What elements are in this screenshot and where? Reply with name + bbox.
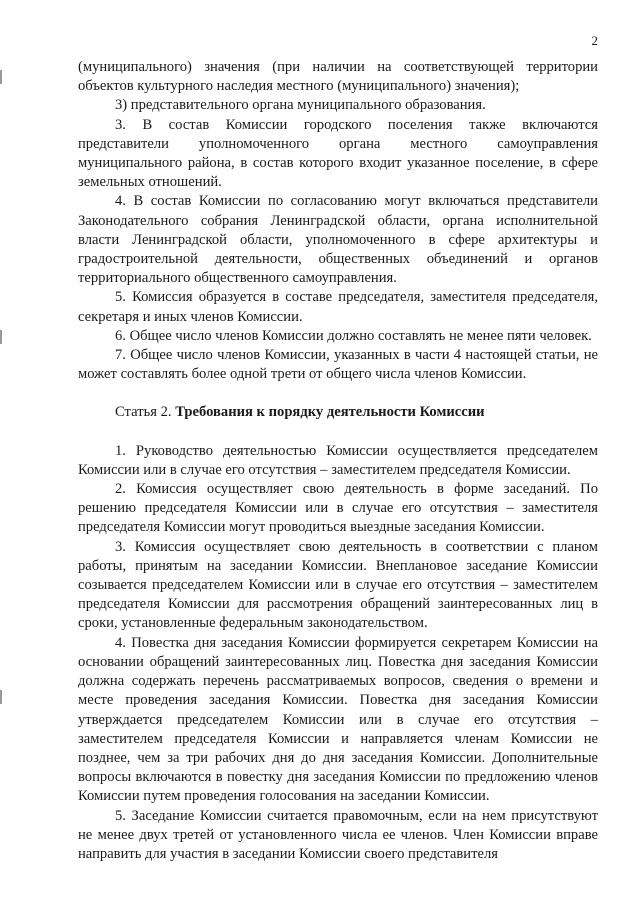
- paragraph-continuation: (муниципального) значения (при наличии на соответствующей территории объектов культурного наследия местного (муниципального) значения);: [78, 59, 598, 95]
- paragraph: 5. Комиссия образуется в составе председателя, заместителя председателя, секретаря и иных членов Комиссии.: [78, 289, 598, 325]
- scan-margin-mark: [0, 690, 2, 704]
- paragraph: 3) представительного органа муниципального образования.: [115, 97, 486, 114]
- article-heading: [78, 403, 598, 422]
- paragraph: 6. Общее число членов Комиссии должно составлять не менее пяти человек.: [115, 327, 592, 344]
- page-number: 2: [591, 33, 598, 48]
- paragraph: 5. Заседание Комиссии считается правомочным, если на нем присутствуют не менее двух третей от установленного числа ее членов. Член Комиссии вправе направить для участия в заседании Комиссии своего представителя: [78, 807, 598, 862]
- article-title: Требования к порядку деятельности Комиссии: [175, 404, 485, 421]
- paragraph: 3. Комиссия осуществляет свою деятельность в соответствии с планом работы, принятым на заседании Комиссии. Внеплановое заседание Комиссии созывается председателем Комиссии или в случае его отсутствия – заместителем председателя Комиссии для рассмотрения обращений заинтересованных лиц в сроки, установленные федеральным законодательством.: [78, 538, 598, 632]
- paragraph: 4. В состав Комиссии по согласованию могут включаться представители Законодательного собрания Ленинградской области, органа исполнительной власти Ленинградской области, уполномоченного в сфере архитектуры и градостроительной деятельности, общественных объединений и органов территориального общественного самоуправления.: [78, 193, 598, 287]
- paragraph: 2. Комиссия осуществляет свою деятельность в форме заседаний. По решению председателя Комиссии или в случае его отсутствия – заместителя председателя Комиссии могут проводиться выездные заседания Комиссии.: [78, 481, 598, 536]
- paragraph: 7. Общее число членов Комиссии, указанных в части 4 настоящей статьи, не может составлять более одной трети от общего числа членов Комиссии.: [78, 347, 598, 383]
- article-number: Статья 2.: [115, 404, 172, 421]
- document-body: [78, 58, 598, 864]
- paragraph: 1. Руководство деятельностью Комиссии осуществляется председателем Комиссии или в случае его отсутствия – заместителем председателя Комиссии.: [78, 442, 598, 478]
- paragraph: 4. Повестка дня заседания Комиссии формируется секретарем Комиссии на основании обращений заинтересованных лиц. Повестка дня заседания Комиссии должна содержать перечень рассматриваемых вопросов, сведения о времени и месте проведения заседания Комиссии. Повестка дня заседания Комиссии утверждается председателем Комиссии или в случае его отсутствия – заместителем председателя Комиссии и направляется членам Комиссии не позднее, чем за три рабочих дня до дня заседания Комиссии. Дополнительные вопросы включаются в повестку дня заседания Комиссии по предложению членов Комиссии путем проведения голосования на заседании Комиссии.: [78, 634, 598, 805]
- paragraph: 3. В состав Комиссии городского поселения также включаются представители уполномоченного органа местного самоуправления муниципального района, в состав которого входит указанное поселение, в сфере земельных отношений.: [78, 116, 598, 191]
- scan-margin-mark: [0, 70, 2, 84]
- scan-margin-mark: [0, 330, 2, 344]
